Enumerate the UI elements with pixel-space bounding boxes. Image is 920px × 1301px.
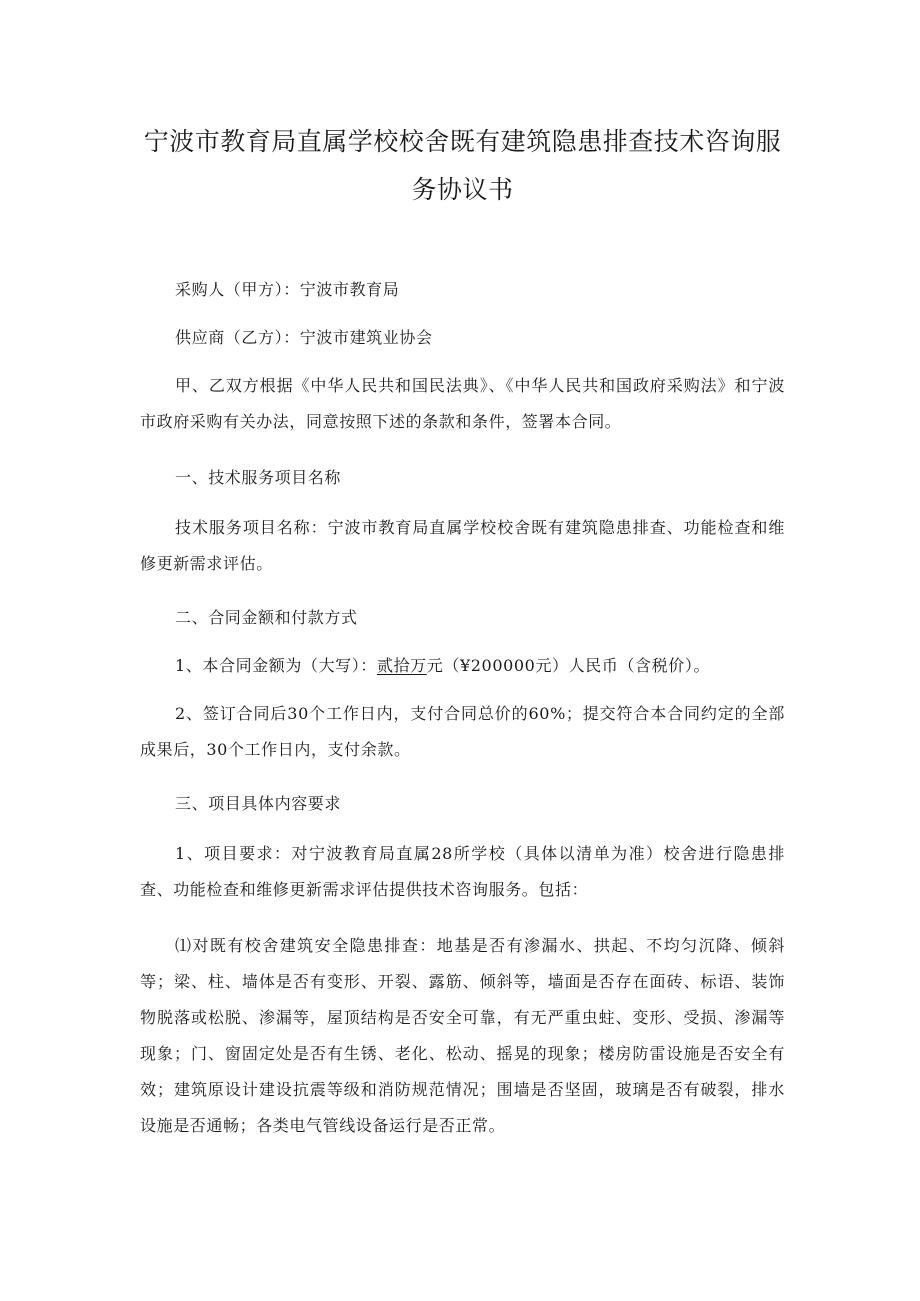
section2-item2: 2、签订合同后30个工作日内，支付合同总价的60%；提交符合本合同约定的全部成果后，30个工作日内，支付余款。 — [140, 704, 785, 759]
supplier-line: 供应商（乙方）：宁波市建筑业协会 — [175, 328, 433, 347]
section2-heading: 二、合同金额和付款方式 — [175, 608, 358, 627]
purchaser-line: 采购人（甲方）：宁波市教育局 — [175, 280, 400, 299]
section1-heading: 一、技术服务项目名称 — [175, 468, 342, 487]
amount-prefix: 1、本合同金额为（大写）： — [175, 656, 377, 675]
section3-heading: 三、项目具体内容要求 — [175, 794, 342, 813]
document-title: 宁波市教育局直属学校校舍既有建筑隐患排查技术咨询服务协议书 — [143, 127, 782, 204]
amount-suffix: 元（¥200000元）人民币（含税价）。 — [426, 656, 711, 675]
section3-item1: 1、项目要求：对宁波教育局直属28所学校（具体以清单为准）校舍进行隐患排查、功能检查和维修更新需求评估提供技术咨询服务。包括： — [140, 844, 785, 899]
section1-body: 技术服务项目名称：宁波市教育局直属学校校舍既有建筑隐患排查、功能检查和维修更新需求评估。 — [140, 518, 785, 573]
section2-item1 — [140, 648, 785, 684]
section3-item1-sub1: ⑴对既有校舍建筑安全隐患排查：地基是否有渗漏水、拱起、不均匀沉降、倾斜等；梁、柱、墙体是否有变形、开裂、露筋、倾斜等，墙面是否存在面砖、标语、装饰物脱落或松脱、渗漏等，屋顶结构是否安全可靠，有无严重虫蛀、变形、受损、渗漏等现象；门、窗固定处是否有生锈、老化、松动、摇晃的现象；楼房防雷设施是否安全有效；建筑原设计建设抗震等级和消防规范情况；围墙是否坚固，玻璃是否有破裂，排水设施是否通畅；各类电气管线设备运行是否正常。 — [140, 936, 785, 1135]
amount-in-words: 贰拾万 — [376, 656, 427, 675]
intro-paragraph: 甲、乙双方根据《中华人民共和国民法典》、《中华人民共和国政府采购法》和宁波市政府采购有关办法，同意按照下述的条款和条件，签署本合同。 — [140, 376, 785, 431]
